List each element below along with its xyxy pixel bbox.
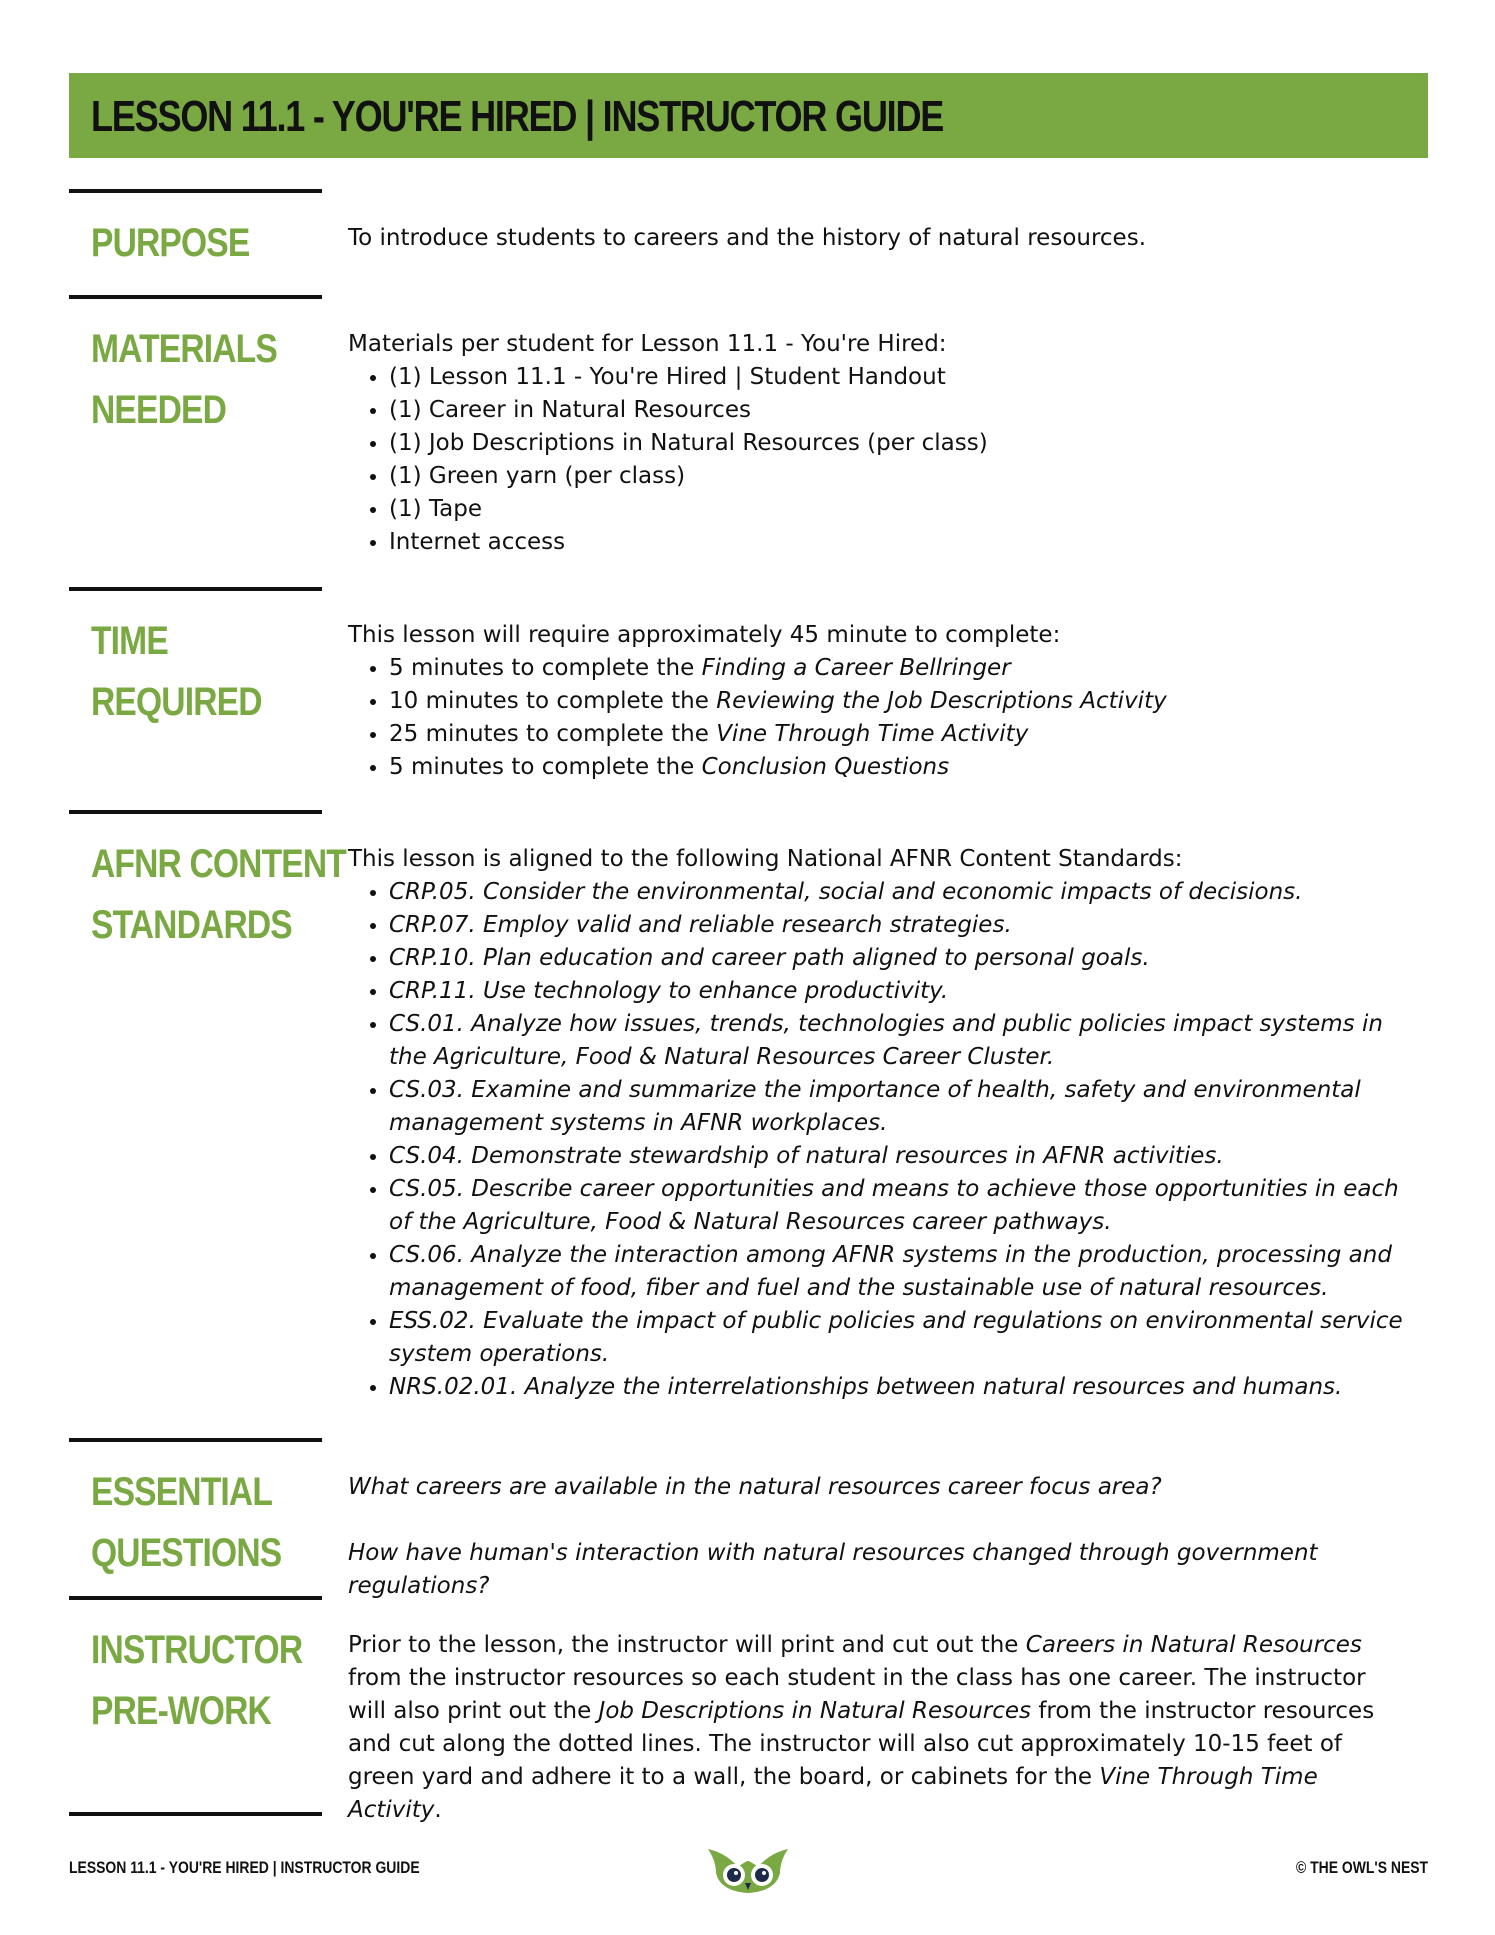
- section-divider: [69, 587, 322, 591]
- standards-content: [348, 843, 1408, 1404]
- activity-name: Reviewing the Job Descriptions Activity: [716, 688, 1167, 714]
- materials-label: [91, 319, 293, 441]
- time-prefix: 25 minutes to complete the: [389, 721, 717, 747]
- time-content: [348, 619, 1408, 784]
- prework-paragraph: [348, 1629, 1408, 1827]
- list-item: • CRP.10. Plan education and career path aligned to personal goals.: [389, 942, 1408, 975]
- page-title: LESSON 11.1 - YOU'RE HIRED | INSTRUCTOR GUIDE: [91, 92, 944, 141]
- footer-title: LESSON 11.1 - YOU'RE HIRED | INSTRUCTOR GUIDE: [69, 1858, 420, 1877]
- materials-list: [348, 361, 1408, 559]
- activity-name: Conclusion Questions: [701, 754, 950, 780]
- materials-content: [348, 328, 1408, 559]
- footer-copyright: © THE OWL'S NEST: [1295, 1858, 1428, 1877]
- purpose-content: [348, 222, 1408, 255]
- section-divider: [69, 295, 322, 299]
- list-item: • (1) Tape: [389, 493, 1408, 526]
- prework-label-line1: INSTRUCTOR: [91, 1628, 303, 1672]
- essential-question: [348, 1471, 1408, 1504]
- prework-emphasis: Vine Through Time Activity: [348, 1764, 1318, 1823]
- time-prefix: 5 minutes to complete the: [389, 754, 702, 780]
- prework-text: Prior to the lesson, the instructor will print and cut out the: [348, 1632, 1026, 1658]
- list-item: [389, 718, 1408, 751]
- activity-name: Vine Through Time Activity: [716, 721, 1029, 747]
- prework-text: from the instructor resources and cut along the dotted lines. The instructor will also cut approximately 10-15 feet of green yard and adhere it to a wall, the board, or cabinets for the: [348, 1698, 1375, 1790]
- purpose-label: PURPOSE: [91, 221, 250, 265]
- standards-intro: This lesson is aligned to the following National AFNR Content Standards:: [348, 846, 1183, 872]
- owl-logo-icon: [706, 1845, 790, 1895]
- materials-label-line1: MATERIALS: [91, 327, 277, 371]
- prework-text: .: [434, 1797, 442, 1823]
- list-item: • ESS.02. Evaluate the impact of public policies and regulations on environmental service system operations.: [389, 1305, 1408, 1371]
- standards-label-line1: AFNR CONTENT: [91, 842, 346, 886]
- list-item: • Internet access: [389, 526, 1408, 559]
- materials-label-line2: NEEDED: [91, 388, 226, 432]
- time-prefix: 10 minutes to complete the: [389, 688, 717, 714]
- time-label-line2: REQUIRED: [91, 680, 262, 724]
- list-item: • (1) Career in Natural Resources: [389, 394, 1408, 427]
- list-item: • CS.06. Analyze the interaction among AFNR systems in the production, processing and management of food, fiber and fuel and the sustainable use of natural resources.: [389, 1239, 1408, 1305]
- essential-content: [348, 1471, 1408, 1603]
- prework-emphasis: Job Descriptions in Natural Resources: [598, 1698, 1032, 1724]
- standards-list: [348, 876, 1408, 1404]
- essential-label: [91, 1462, 293, 1584]
- prework-label-line2: PRE-WORK: [91, 1689, 271, 1733]
- standards-label: [91, 834, 346, 956]
- essential-label-line1: ESSENTIAL: [91, 1470, 273, 1514]
- list-item: • CS.01. Analyze how issues, trends, technologies and public policies impact systems in the Agriculture, Food & Natural Resources Career Cluster.: [389, 1008, 1408, 1074]
- essential-label-line2: QUESTIONS: [91, 1531, 282, 1575]
- prework-content: [348, 1629, 1408, 1827]
- section-divider: [69, 1438, 322, 1442]
- section-divider: [69, 189, 322, 193]
- prework-text: from the instructor resources so each student in the class has one career. The instructor will also print out the: [348, 1665, 1366, 1724]
- time-list: [348, 652, 1408, 784]
- list-item: • CS.05. Describe career opportunities and means to achieve those opportunities in each of the Agriculture, Food & Natural Resources career pathways.: [389, 1173, 1408, 1239]
- purpose-text: To introduce students to careers and the history of natural resources.: [348, 225, 1147, 251]
- section-divider: [69, 1812, 322, 1816]
- time-label: [91, 611, 293, 733]
- section-divider: [69, 810, 322, 814]
- prework-label: [91, 1620, 303, 1742]
- list-item: • (1) Job Descriptions in Natural Resources (per class): [389, 427, 1408, 460]
- prework-emphasis: Careers in Natural Resources: [1025, 1632, 1362, 1658]
- list-item: • NRS.02.01. Analyze the interrelationships between natural resources and humans.: [389, 1371, 1408, 1404]
- materials-intro: Materials per student for Lesson 11.1 - You're Hired:: [348, 331, 947, 357]
- standards-label-line2: STANDARDS: [91, 903, 292, 947]
- essential-question-text: How have human's interaction with natural resources changed through government regulations?: [348, 1540, 1318, 1599]
- list-item: [389, 751, 1408, 784]
- header-bar: [69, 73, 1428, 158]
- section-divider: [69, 1596, 322, 1600]
- list-item: • CS.03. Examine and summarize the importance of health, safety and environmental management systems in AFNR workplaces.: [389, 1074, 1408, 1140]
- spacer: [348, 1504, 1408, 1537]
- list-item: • CRP.05. Consider the environmental, social and economic impacts of decisions.: [389, 876, 1408, 909]
- list-item: • (1) Green yarn (per class): [389, 460, 1408, 493]
- time-intro: This lesson will require approximately 45 minute to complete:: [348, 622, 1061, 648]
- time-label-line1: TIME: [91, 619, 168, 663]
- list-item: [389, 685, 1408, 718]
- list-item: • CRP.07. Employ valid and reliable research strategies.: [389, 909, 1408, 942]
- time-prefix: 5 minutes to complete the: [389, 655, 702, 681]
- activity-name: Finding a Career Bellringer: [701, 655, 1011, 681]
- essential-question-text: What careers are available in the natural resources career focus area?: [348, 1474, 1162, 1500]
- list-item: • CS.04. Demonstrate stewardship of natural resources in AFNR activities.: [389, 1140, 1408, 1173]
- essential-question: [348, 1537, 1408, 1603]
- list-item: • (1) Lesson 11.1 - You're Hired | Student Handout: [389, 361, 1408, 394]
- list-item: [389, 652, 1408, 685]
- list-item: • CRP.11. Use technology to enhance productivity.: [389, 975, 1408, 1008]
